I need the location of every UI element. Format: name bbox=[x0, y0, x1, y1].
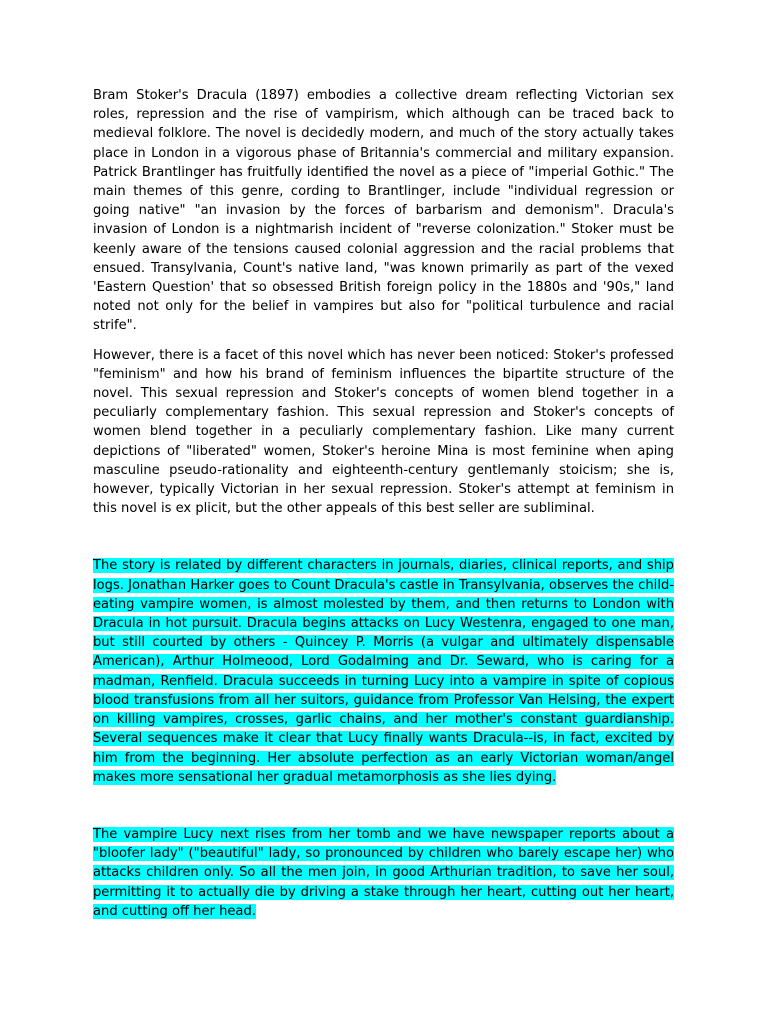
paragraph-4-text: The vampire Lucy next rises from her tomb and we have newspaper reports about a "bloofer lady" ("beautiful" lady, so pronounced by children who barely escape her) who attacks children only. So all the men join, in good Arthurian tradition, to save her soul, permitting it to actually die by driving a stake through her heart, cutting out her heart, and cutting off her head. bbox=[93, 826, 674, 919]
paragraph-3-highlighted bbox=[93, 556, 674, 786]
text-column bbox=[93, 86, 674, 921]
paragraph-2-text: However, there is a facet of this novel which has never been noticed: Stoker's professed "feminism" and how his brand of feminism influences the bipartite structure of the novel. This sexual repression and Stoker's concepts of women blend together in a peculiarly complementary fashion. This sexual repression and Stoker's concepts of women blend together in a peculiarly complementary fashion. Like many current depictions of "liberated" women, Stoker's heroine Mina is most feminine when aping masculine pseudo-rationality and eighteenth-century gentlemanly stoicism; she is, however, typically Victorian in her sexual repression. Stoker's attempt at feminism in this novel is ex plicit, but the other appeals of this best seller are subliminal. bbox=[93, 347, 674, 517]
paragraph-1-text: Bram Stoker's Dracula (1897) embodies a collective dream reflecting Victorian sex roles, repression and the rise of vampirism, which although can be traced back to medieval folklore. The novel is decidedly modern, and much of the story actually takes place in London in a vigorous phase of Britannia's commercial and military expansion. Patrick Brantlinger has fruitfully identified the novel as a piece of "imperial Gothic." The main themes of this genre, cording to Brantlinger, include "individual regression or going native" "an invasion by the forces of barbarism and demonism". Dracula's invasion of London is a nightmarish incident of "reverse colonization." Stoker must be keenly aware of the tensions caused colonial aggression and the racial problems that ensued. Transylvania, Count's native land, "was known primarily as part of the vexed 'Eastern Question' that so obsessed British foreign policy in the 1880s and '90s," land noted not only for the belief in vampires but also for "political turbulence and racial strife". bbox=[93, 88, 674, 334]
paragraph-1 bbox=[93, 86, 674, 336]
paragraph-3-text: The story is related by different characters in journals, diaries, clinical reports, and ship logs. Jonathan Harker goes to Count Dracula's castle in Transylvania, observes the child- eating vampire women, is almost molested by them, and then returns to London with Dracula in hot pursuit. Dracula begins attacks on Lucy Westenra, engaged to one man, but still courted by others - Quincey P. Morris (a vulgar and ultimately dispensable American), Arthur Holmeood, Lord Godalming and Dr. Seward, who is caring for a madman, Renfield. Dracula succeeds in turning Lucy into a vampire in spite of copious blood transfusions from all her suitors, guidance from Professor Van Helsing, the expert on killing vampires, crosses, garlic chains, and her mother's constant guardianship. Several sequences make it clear that Lucy finally wants Dracula--is, in fact, excited by him from the beginning. Her absolute perfection as an early Victorian woman/angel makes more sensational her gradual metamorphosis as she lies dying. bbox=[93, 558, 674, 785]
paragraph-4-highlighted bbox=[93, 825, 674, 921]
paragraph-2 bbox=[93, 346, 674, 519]
